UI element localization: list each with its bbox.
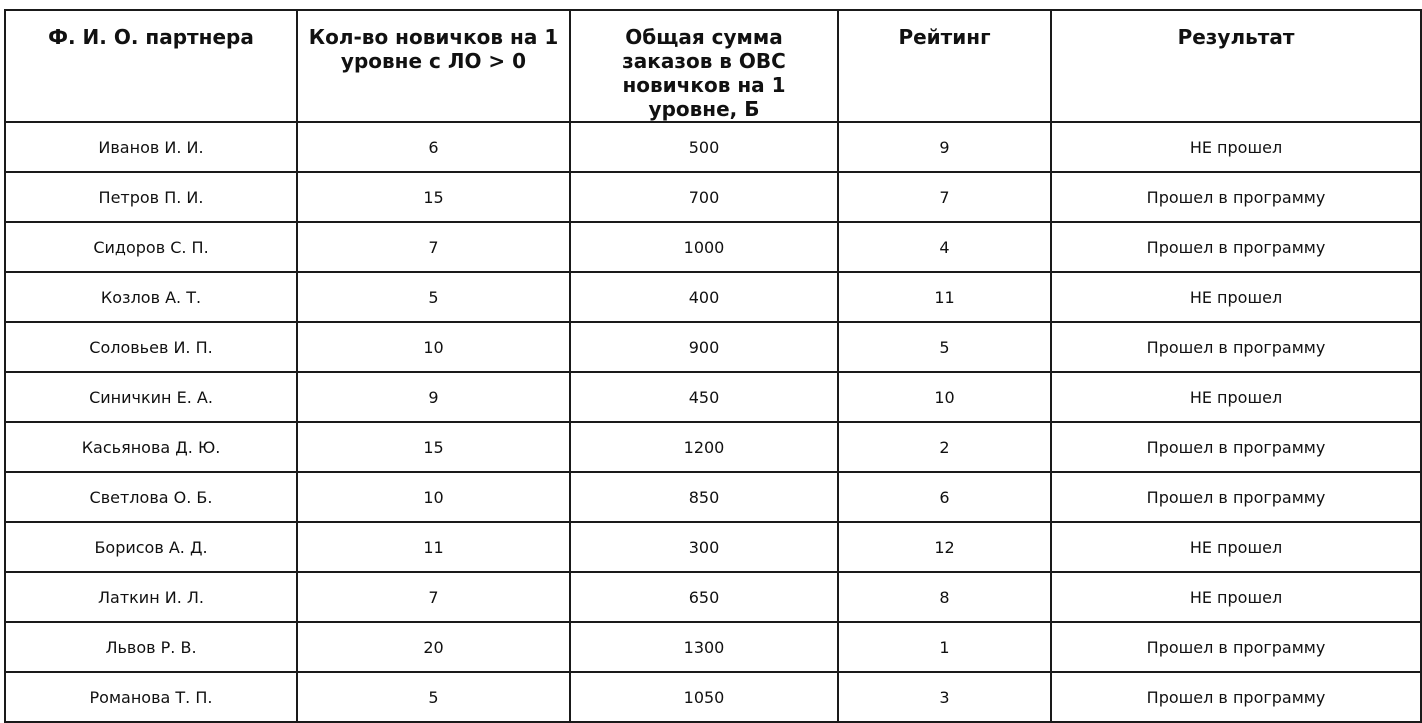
- cell-result: НЕ прошел: [1051, 572, 1421, 622]
- cell-rating: 8: [838, 572, 1051, 622]
- partners-table-container: [4, 9, 1420, 723]
- cell-rating: 12: [838, 522, 1051, 572]
- cell-result: Прошел в программу: [1051, 422, 1421, 472]
- cell-newbies-count: 7: [297, 572, 570, 622]
- header-result: Результат: [1051, 10, 1421, 122]
- cell-newbies-count: 10: [297, 322, 570, 372]
- cell-partner-name: Борисов А. Д.: [5, 522, 297, 572]
- cell-partner-name: Сидоров С. П.: [5, 222, 297, 272]
- cell-orders-total: 650: [570, 572, 838, 622]
- cell-orders-total: 300: [570, 522, 838, 572]
- table-row: [5, 122, 1421, 172]
- cell-orders-total: 900: [570, 322, 838, 372]
- cell-partner-name: Петров П. И.: [5, 172, 297, 222]
- header-partner-name: Ф. И. О. партнера: [5, 10, 297, 122]
- cell-orders-total: 1050: [570, 672, 838, 722]
- cell-partner-name: Латкин И. Л.: [5, 572, 297, 622]
- cell-orders-total: 700: [570, 172, 838, 222]
- cell-result: Прошел в программу: [1051, 222, 1421, 272]
- table-row: [5, 672, 1421, 722]
- cell-partner-name: Синичкин Е. А.: [5, 372, 297, 422]
- cell-partner-name: Касьянова Д. Ю.: [5, 422, 297, 472]
- cell-newbies-count: 20: [297, 622, 570, 672]
- partners-results-table: [4, 9, 1422, 723]
- cell-rating: 5: [838, 322, 1051, 372]
- cell-orders-total: 850: [570, 472, 838, 522]
- cell-partner-name: Светлова О. Б.: [5, 472, 297, 522]
- cell-partner-name: Иванов И. И.: [5, 122, 297, 172]
- cell-newbies-count: 9: [297, 372, 570, 422]
- header-newbies-count: Кол-во новичков на 1 уровне с ЛО > 0: [297, 10, 570, 122]
- cell-newbies-count: 15: [297, 172, 570, 222]
- cell-result: Прошел в программу: [1051, 172, 1421, 222]
- cell-result: НЕ прошел: [1051, 122, 1421, 172]
- table-row: [5, 272, 1421, 322]
- cell-result: Прошел в программу: [1051, 322, 1421, 372]
- header-orders-total: Общая сумма заказов в ОВС новичков на 1 уровне, Б: [570, 10, 838, 122]
- cell-orders-total: 1200: [570, 422, 838, 472]
- cell-result: Прошел в программу: [1051, 472, 1421, 522]
- table-row: [5, 222, 1421, 272]
- table-header-row: [5, 10, 1421, 122]
- cell-rating: 2: [838, 422, 1051, 472]
- table-row: [5, 422, 1421, 472]
- cell-orders-total: 400: [570, 272, 838, 322]
- cell-result: НЕ прошел: [1051, 272, 1421, 322]
- table-row: [5, 622, 1421, 672]
- cell-rating: 7: [838, 172, 1051, 222]
- cell-newbies-count: 7: [297, 222, 570, 272]
- cell-rating: 11: [838, 272, 1051, 322]
- table-row: [5, 572, 1421, 622]
- cell-newbies-count: 10: [297, 472, 570, 522]
- table-row: [5, 322, 1421, 372]
- cell-newbies-count: 11: [297, 522, 570, 572]
- cell-orders-total: 1300: [570, 622, 838, 672]
- cell-partner-name: Романова Т. П.: [5, 672, 297, 722]
- cell-result: Прошел в программу: [1051, 672, 1421, 722]
- table-row: [5, 372, 1421, 422]
- cell-rating: 10: [838, 372, 1051, 422]
- cell-rating: 4: [838, 222, 1051, 272]
- cell-partner-name: Львов Р. В.: [5, 622, 297, 672]
- cell-partner-name: Козлов А. Т.: [5, 272, 297, 322]
- cell-result: НЕ прошел: [1051, 522, 1421, 572]
- header-rating: Рейтинг: [838, 10, 1051, 122]
- cell-newbies-count: 6: [297, 122, 570, 172]
- table-row: [5, 472, 1421, 522]
- cell-orders-total: 1000: [570, 222, 838, 272]
- cell-orders-total: 450: [570, 372, 838, 422]
- cell-rating: 9: [838, 122, 1051, 172]
- cell-rating: 3: [838, 672, 1051, 722]
- table-row: [5, 172, 1421, 222]
- cell-partner-name: Соловьев И. П.: [5, 322, 297, 372]
- cell-rating: 6: [838, 472, 1051, 522]
- cell-rating: 1: [838, 622, 1051, 672]
- table-row: [5, 522, 1421, 572]
- cell-newbies-count: 15: [297, 422, 570, 472]
- cell-newbies-count: 5: [297, 272, 570, 322]
- cell-newbies-count: 5: [297, 672, 570, 722]
- cell-result: НЕ прошел: [1051, 372, 1421, 422]
- cell-result: Прошел в программу: [1051, 622, 1421, 672]
- cell-orders-total: 500: [570, 122, 838, 172]
